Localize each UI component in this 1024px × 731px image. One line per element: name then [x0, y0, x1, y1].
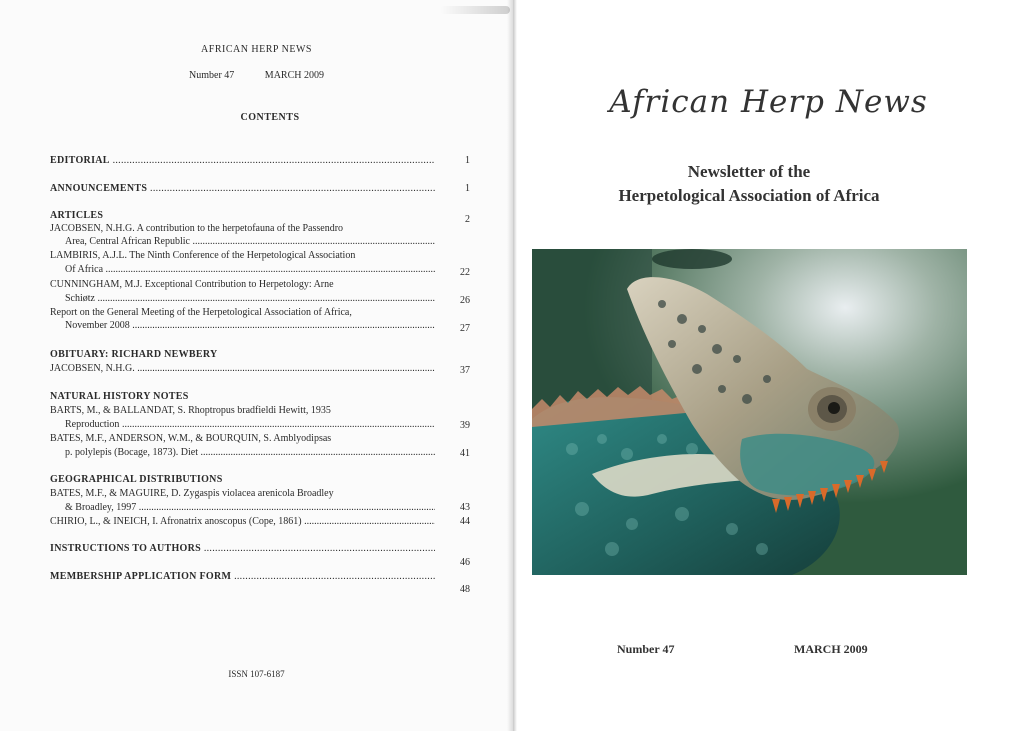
toc-entry-continued: November 2008 .....	[65, 320, 435, 332]
toc-section-geographical: GEOGRAPHICAL DISTRIBUTIONS	[50, 474, 223, 485]
toc-section-editorial: EDITORIAL .....	[50, 155, 435, 167]
page-smudge	[440, 6, 510, 14]
toc-page-number: 41	[460, 448, 470, 459]
toc-entry: CUNNINGHAM, M.J. Exceptional Contribution to Herpetology: Arne	[50, 279, 334, 290]
toc-page-number: 22	[460, 267, 470, 278]
contents-issue-date: MARCH 2009	[264, 70, 324, 81]
cover-subtitle-line: Newsletter of the	[687, 162, 811, 181]
contents-issue-line	[0, 70, 513, 81]
toc-entry: Report on the General Meeting of the Herpetological Association of Africa,	[50, 307, 352, 318]
masthead-title: African Herp News	[609, 84, 928, 120]
toc-entry-continued: Schiøtz .....	[65, 293, 435, 305]
toc-section-obituary: OBITUARY: RICHARD NEWBERY	[50, 349, 218, 360]
cover-footer-number: Number 47	[617, 642, 675, 656]
toc-section-natural-history: NATURAL HISTORY NOTES	[50, 391, 189, 402]
issn-number: ISSN 107-6187	[228, 669, 285, 679]
toc-page-number: 2	[465, 214, 470, 225]
toc-page-number: 43	[460, 502, 470, 513]
toc-entry: BARTS, M., & BALLANDAT, S. Rhoptropus bradfieldi Hewitt, 1935	[50, 405, 331, 416]
toc-entry-continued: Reproduction .....	[65, 419, 435, 431]
toc-entry: JACOBSEN, N.H.G. A contribution to the herpetofauna of the Passendro	[50, 223, 344, 234]
contents-issue-number: Number 47	[189, 70, 235, 81]
toc-entry: JACOBSEN, N.H.G. .....	[50, 363, 435, 375]
contents-heading: CONTENTS	[240, 112, 300, 123]
toc-section-membership: MEMBERSHIP APPLICATION FORM .....	[50, 571, 435, 583]
cover-subtitle	[513, 160, 985, 208]
toc-page-number: 37	[460, 365, 470, 376]
toc-entry: BATES, M.F., ANDERSON, W.M., & BOURQUIN, S. Amblyodipsas	[50, 433, 332, 444]
contents-header-title: AFRICAN HERP NEWS	[201, 44, 312, 55]
toc-section-instructions: INSTRUCTIONS TO AUTHORS .....	[50, 543, 435, 555]
toc-page-number: 27	[460, 323, 470, 334]
toc-entry: LAMBIRIS, A.J.L. The Ninth Conference of the Herpetological Association	[50, 250, 356, 261]
toc-entry-continued: & Broadley, 1997 .....	[65, 502, 435, 514]
cover-photo-chameleon	[532, 249, 967, 575]
toc-page-number: 39	[460, 420, 470, 431]
toc-page-number: 26	[460, 295, 470, 306]
toc-entry: CHIRIO, L., & INEICH, I. Afronatrix anoscopus (Cope, 1861) .....	[50, 516, 435, 528]
toc-entry-continued: Of Africa .....	[65, 264, 435, 276]
toc-page-number: 1	[465, 155, 470, 166]
toc-page-number: 46	[460, 557, 470, 568]
chameleon-illustration	[532, 249, 967, 575]
cover-subtitle-line: Herpetological Association of Africa	[618, 186, 880, 205]
toc-page-number: 1	[465, 183, 470, 194]
toc-page-number: 44	[460, 516, 470, 527]
toc-entry: BATES, M.F., & MAGUIRE, D. Zygaspis violacea arenicola Broadley	[50, 488, 334, 499]
toc-entry-continued: Area, Central African Republic .....	[65, 236, 435, 248]
cover-footer-date: MARCH 2009	[794, 642, 868, 656]
toc-page-number: 48	[460, 584, 470, 595]
toc-section-announcements: ANNOUNCEMENTS .....	[50, 183, 435, 195]
toc-section-articles: ARTICLES	[50, 210, 104, 221]
toc-entry-continued: p. polylepis (Bocage, 1873). Diet .....	[65, 447, 435, 459]
